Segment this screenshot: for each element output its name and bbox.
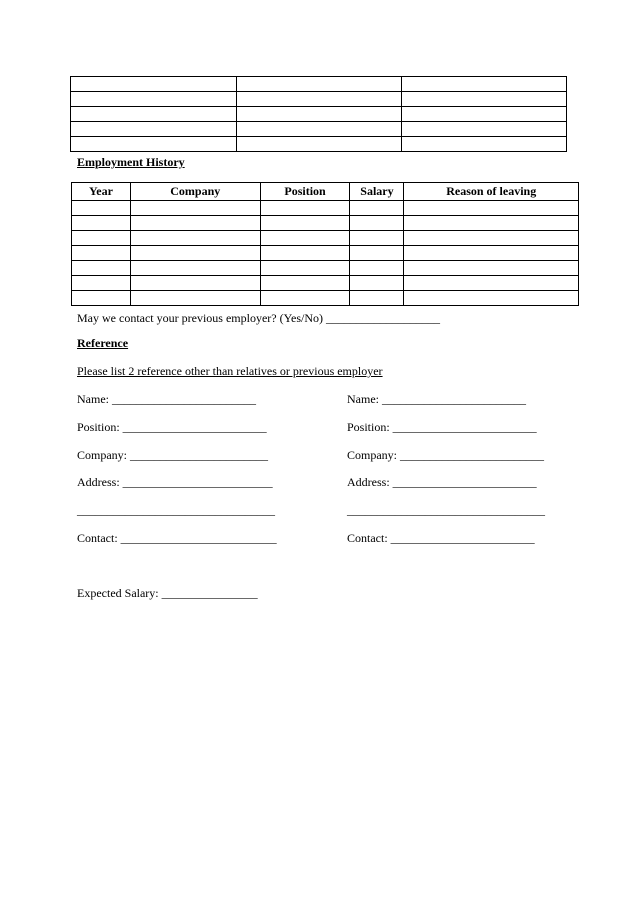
- employment-cell[interactable]: [72, 216, 131, 231]
- employment-cell[interactable]: [130, 261, 260, 276]
- employment-cell[interactable]: [72, 261, 131, 276]
- table-cell[interactable]: [71, 92, 237, 107]
- employment-cell[interactable]: [404, 261, 579, 276]
- employment-cell[interactable]: [260, 261, 350, 276]
- employment-cell[interactable]: [350, 201, 404, 216]
- employment-cell[interactable]: [404, 201, 579, 216]
- contact-employer-question: May we contact your previous employer? (Yes/No) ___________________: [77, 311, 441, 325]
- ref1-position-field[interactable]: Position: ________________________: [77, 420, 267, 434]
- table-cell[interactable]: [236, 77, 402, 92]
- employment-cell[interactable]: [260, 291, 350, 306]
- table-row: [71, 107, 567, 122]
- table-cell[interactable]: [71, 137, 237, 152]
- employment-cell[interactable]: [130, 231, 260, 246]
- column-header-reason: Reason of leaving: [404, 183, 579, 201]
- employment-cell[interactable]: [260, 276, 350, 291]
- employment-cell[interactable]: [72, 231, 131, 246]
- reference-instruction: Please list 2 reference other than relatives or previous employer: [77, 364, 383, 378]
- employment-cell[interactable]: [72, 201, 131, 216]
- employment-cell[interactable]: [72, 246, 131, 261]
- employment-row: [72, 276, 579, 291]
- table-cell[interactable]: [402, 122, 567, 137]
- employment-cell[interactable]: [404, 291, 579, 306]
- employment-cell[interactable]: [130, 276, 260, 291]
- table-row: [71, 77, 567, 92]
- column-header-year: Year: [72, 183, 131, 201]
- employment-cell[interactable]: [130, 216, 260, 231]
- table-cell[interactable]: [71, 122, 237, 137]
- table-cell[interactable]: [402, 77, 567, 92]
- ref2-address-field[interactable]: Address: ________________________: [347, 475, 537, 489]
- ref2-position-field[interactable]: Position: ________________________: [347, 420, 537, 434]
- employment-history-heading: Employment History: [77, 155, 185, 169]
- ref2-name-field[interactable]: Name: ________________________: [347, 392, 526, 406]
- employment-row: [72, 231, 579, 246]
- employment-cell[interactable]: [130, 201, 260, 216]
- ref1-address-line2-field[interactable]: _________________________________: [77, 503, 275, 517]
- employment-cell[interactable]: [350, 261, 404, 276]
- employment-cell[interactable]: [350, 276, 404, 291]
- table-cell[interactable]: [402, 107, 567, 122]
- reference-heading: Reference: [77, 336, 129, 350]
- employment-cell[interactable]: [350, 246, 404, 261]
- previous-section-table: [70, 76, 567, 152]
- employment-row: [72, 261, 579, 276]
- employment-cell[interactable]: [130, 246, 260, 261]
- table-cell[interactable]: [236, 92, 402, 107]
- column-header-position: Position: [260, 183, 350, 201]
- employment-row: [72, 291, 579, 306]
- ref1-company-field[interactable]: Company: _______________________: [77, 448, 268, 462]
- table-row: [71, 122, 567, 137]
- table-cell[interactable]: [71, 107, 237, 122]
- employment-cell[interactable]: [72, 276, 131, 291]
- table-row: [71, 137, 567, 152]
- employment-cell[interactable]: [260, 216, 350, 231]
- table-cell[interactable]: [402, 92, 567, 107]
- employment-cell[interactable]: [350, 291, 404, 306]
- column-header-company: Company: [130, 183, 260, 201]
- column-header-salary: Salary: [350, 183, 404, 201]
- employment-cell[interactable]: [72, 291, 131, 306]
- employment-cell[interactable]: [350, 231, 404, 246]
- ref1-contact-field[interactable]: Contact: __________________________: [77, 531, 277, 545]
- ref1-address-field[interactable]: Address: _________________________: [77, 475, 273, 489]
- employment-row: [72, 246, 579, 261]
- employment-history-table: [71, 182, 579, 306]
- employment-cell[interactable]: [404, 276, 579, 291]
- table-row: [71, 92, 567, 107]
- expected-salary-field[interactable]: Expected Salary: ________________: [77, 586, 258, 600]
- employment-cell[interactable]: [404, 216, 579, 231]
- employment-row: [72, 201, 579, 216]
- table-cell[interactable]: [236, 107, 402, 122]
- table-cell[interactable]: [71, 77, 237, 92]
- employment-cell[interactable]: [260, 231, 350, 246]
- ref1-name-field[interactable]: Name: ________________________: [77, 392, 256, 406]
- ref2-contact-field[interactable]: Contact: ________________________: [347, 531, 535, 545]
- table-cell[interactable]: [402, 137, 567, 152]
- ref2-address-line2-field[interactable]: _________________________________: [347, 503, 545, 517]
- table-cell[interactable]: [236, 137, 402, 152]
- ref2-company-field[interactable]: Company: ________________________: [347, 448, 544, 462]
- table-cell[interactable]: [236, 122, 402, 137]
- table-header-row: [72, 183, 579, 201]
- employment-cell[interactable]: [404, 231, 579, 246]
- employment-cell[interactable]: [350, 216, 404, 231]
- employment-cell[interactable]: [404, 246, 579, 261]
- employment-cell[interactable]: [260, 246, 350, 261]
- employment-cell[interactable]: [260, 201, 350, 216]
- employment-row: [72, 216, 579, 231]
- employment-cell[interactable]: [130, 291, 260, 306]
